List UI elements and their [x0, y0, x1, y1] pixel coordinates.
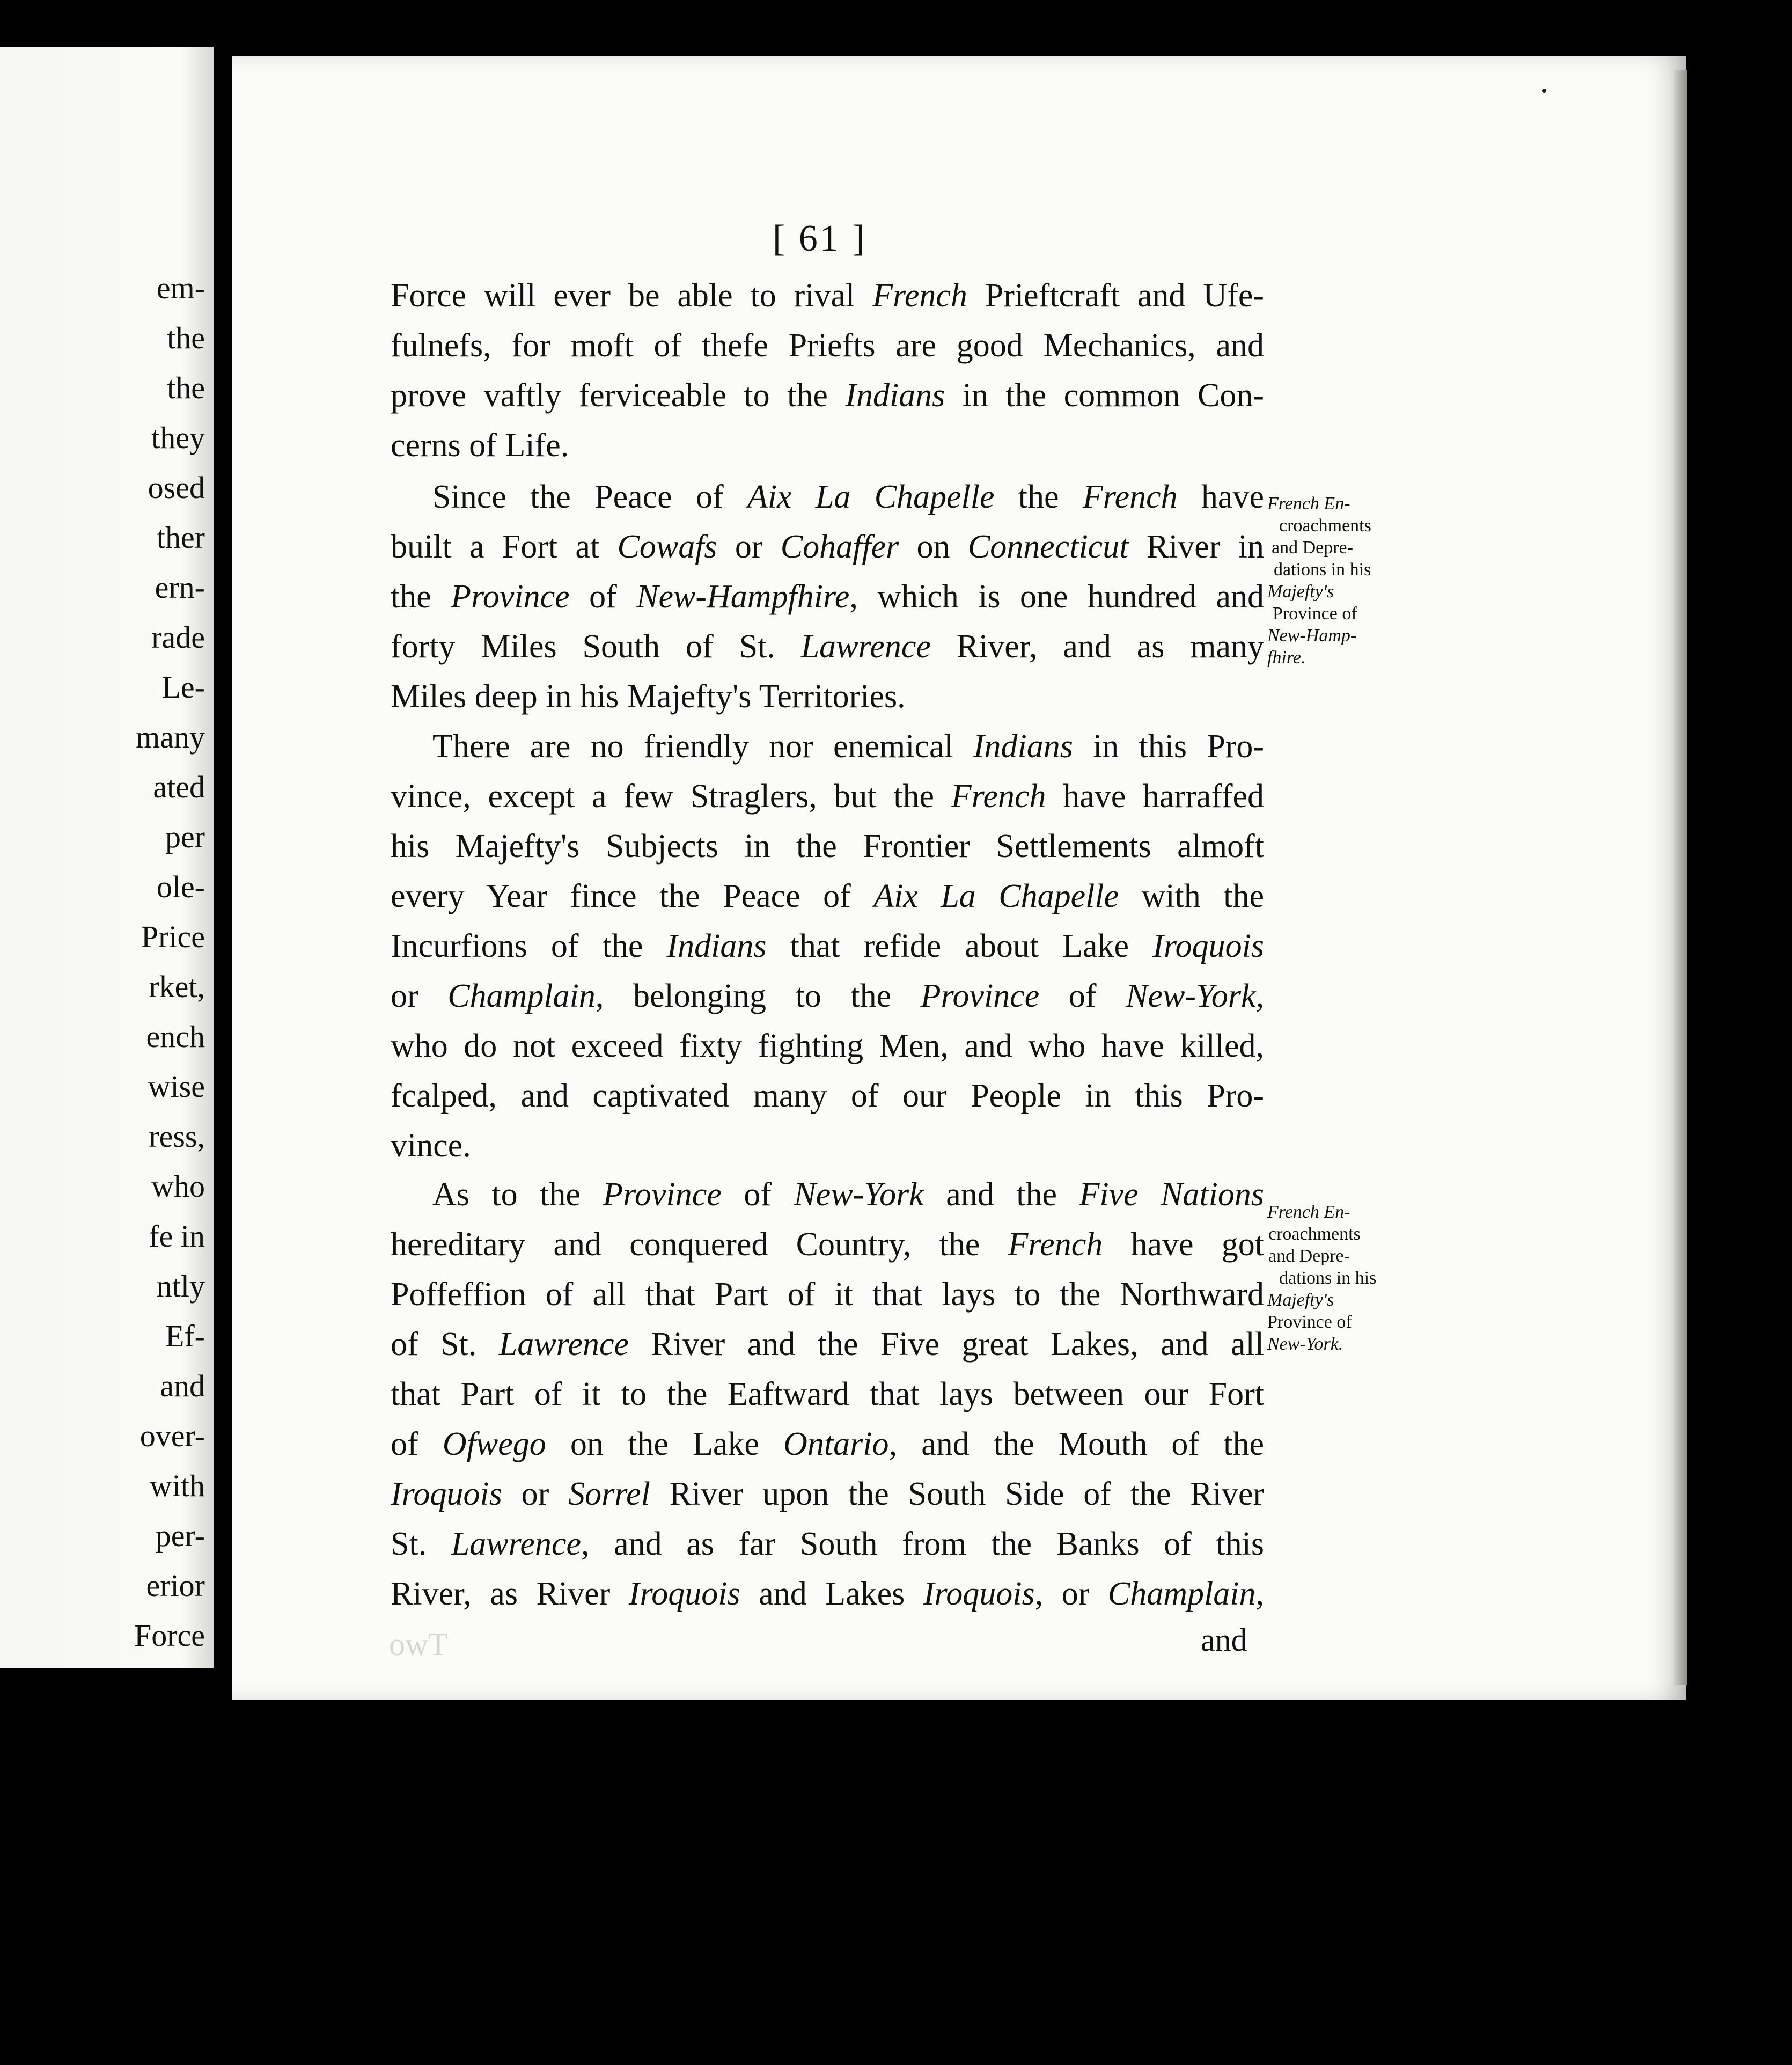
show-through-text: owT: [389, 1627, 448, 1662]
text-line: River, as River Iroquois and Lakes Iroquois, or Champlain,: [391, 1576, 1264, 1612]
facing-page-line: fe in: [149, 1219, 205, 1254]
facing-page-line: many: [136, 720, 205, 755]
note-line: dations in his: [1274, 560, 1371, 580]
facing-page-line: ntly: [156, 1269, 205, 1304]
note-line: dations in his: [1279, 1268, 1377, 1288]
text-line: that Part of it to the Eaftward that lays between our Fort: [391, 1376, 1264, 1412]
note-line: New-York.: [1267, 1334, 1343, 1354]
text-line: who do not exceed fixty fighting Men, and who have killed,: [391, 1028, 1264, 1064]
catchword: and: [1201, 1622, 1247, 1658]
note-line: French En-: [1267, 494, 1350, 514]
facing-page-line: Ef-: [165, 1319, 205, 1353]
facing-page-line: Le-: [161, 670, 205, 705]
text-line: the Province of New-Hampfhire, which is one hundred and: [391, 579, 1265, 615]
facing-page-line: erior: [146, 1568, 205, 1603]
text-line: built a Fort at Cowafs or Cohaffer on Connecticut River in: [391, 529, 1264, 565]
note-line: Province of: [1267, 1312, 1352, 1332]
paragraph-3: [391, 722, 1264, 1171]
note-line: fhire.: [1267, 648, 1306, 668]
facing-page-line: with: [149, 1468, 205, 1503]
text-line: Iroquois or Sorrel River upon the South Side of the River: [391, 1476, 1264, 1512]
facing-page-line: rket,: [149, 969, 205, 1004]
paragraph-2: [391, 472, 1264, 722]
text-line: Miles deep in his Majefty's Territories.: [391, 678, 906, 715]
text-line: hereditary and conquered Country, the French have got: [391, 1226, 1264, 1263]
facing-page-line: ole-: [156, 869, 205, 904]
facing-page-line: they: [151, 420, 205, 455]
facing-page-line: and: [160, 1368, 205, 1403]
note-line: croachments: [1279, 516, 1371, 536]
facing-page-line: the: [167, 370, 205, 405]
text-line: Incurfions of the Indians that refide about Lake Iroquois: [391, 928, 1264, 964]
facing-page-line: wise: [148, 1069, 205, 1104]
text-line: As to the Province of New-York and the Five Nations: [432, 1176, 1265, 1213]
note-line: Province of: [1273, 604, 1357, 624]
note-line: New-Hamp-: [1267, 626, 1357, 646]
note-line: and Depre-: [1272, 538, 1353, 558]
text-line: Force will ever be able to rival French Prieftcraft and Ufe-: [391, 277, 1264, 314]
margin-note-new-hampshire: [1267, 493, 1393, 669]
text-line: vince, except a few Straglers, but the French have harraffed: [391, 778, 1264, 815]
facing-page-line: over-: [139, 1418, 205, 1453]
text-line: every Year fince the Peace of Aix La Chapelle with the: [391, 878, 1264, 914]
facing-page-line: ated: [153, 770, 205, 804]
text-line: cerns of Life.: [391, 427, 569, 464]
text-line: prove vaftly ferviceable to the Indians in the common Con-: [391, 377, 1264, 414]
facing-page: [0, 47, 214, 1668]
text-line: his Majefty's Subjects in the Frontier Settlements almoft: [391, 828, 1264, 865]
ink-speck: [1542, 89, 1546, 93]
text-line: vince.: [391, 1127, 471, 1164]
text-line: St. Lawrence, and as far South from the Banks of this: [391, 1526, 1264, 1562]
facing-page-line: ern-: [155, 570, 205, 605]
page-edge: [1674, 70, 1687, 1685]
text-line: There are no friendly nor enemical Indians in this Pro-: [432, 728, 1264, 765]
text-line: Since the Peace of Aix La Chapelle the French have: [432, 479, 1264, 515]
paragraph-4: [391, 1170, 1264, 1619]
page-number: [ 61 ]: [773, 218, 867, 259]
facing-page-line: ress,: [149, 1119, 205, 1154]
note-line: Majefty's: [1267, 582, 1334, 602]
paragraph-1: [391, 271, 1264, 471]
note-line: French En-: [1267, 1202, 1350, 1222]
margin-note-new-york: [1267, 1201, 1393, 1355]
text-line: forty Miles South of St. Lawrence River, and as many: [391, 628, 1264, 665]
note-line: croachments: [1268, 1224, 1361, 1244]
facing-page-line: the: [167, 320, 205, 355]
note-line: Majefty's: [1267, 1290, 1334, 1310]
text-line: Poffeffion of all that Part of it that lays to the Northward: [391, 1276, 1264, 1313]
text-line: of St. Lawrence River and the Five great Lakes, and all: [391, 1326, 1264, 1363]
facing-page-line: who: [151, 1169, 205, 1204]
facing-page-line: em-: [156, 270, 205, 305]
facing-page-line: osed: [148, 470, 205, 505]
facing-page-line: Price: [141, 919, 205, 954]
facing-page-line: per: [165, 819, 205, 854]
facing-page-line: rade: [151, 620, 205, 655]
text-line: or Champlain, belonging to the Province of New-York,: [391, 978, 1264, 1014]
facing-page-line: Force: [134, 1618, 205, 1653]
facing-page-line: per-: [155, 1518, 205, 1553]
text-line: fulnefs, for moft of thefe Priefts are good Mechanics, and: [391, 327, 1264, 364]
facing-page-line: ther: [156, 520, 205, 555]
text-line: of Ofwego on the Lake Ontario, and the Mouth of the: [391, 1426, 1264, 1462]
facing-page-line: ench: [146, 1019, 205, 1054]
text-line: fcalped, and captivated many of our People in this Pro-: [391, 1078, 1264, 1114]
note-line: and Depre-: [1268, 1246, 1350, 1266]
